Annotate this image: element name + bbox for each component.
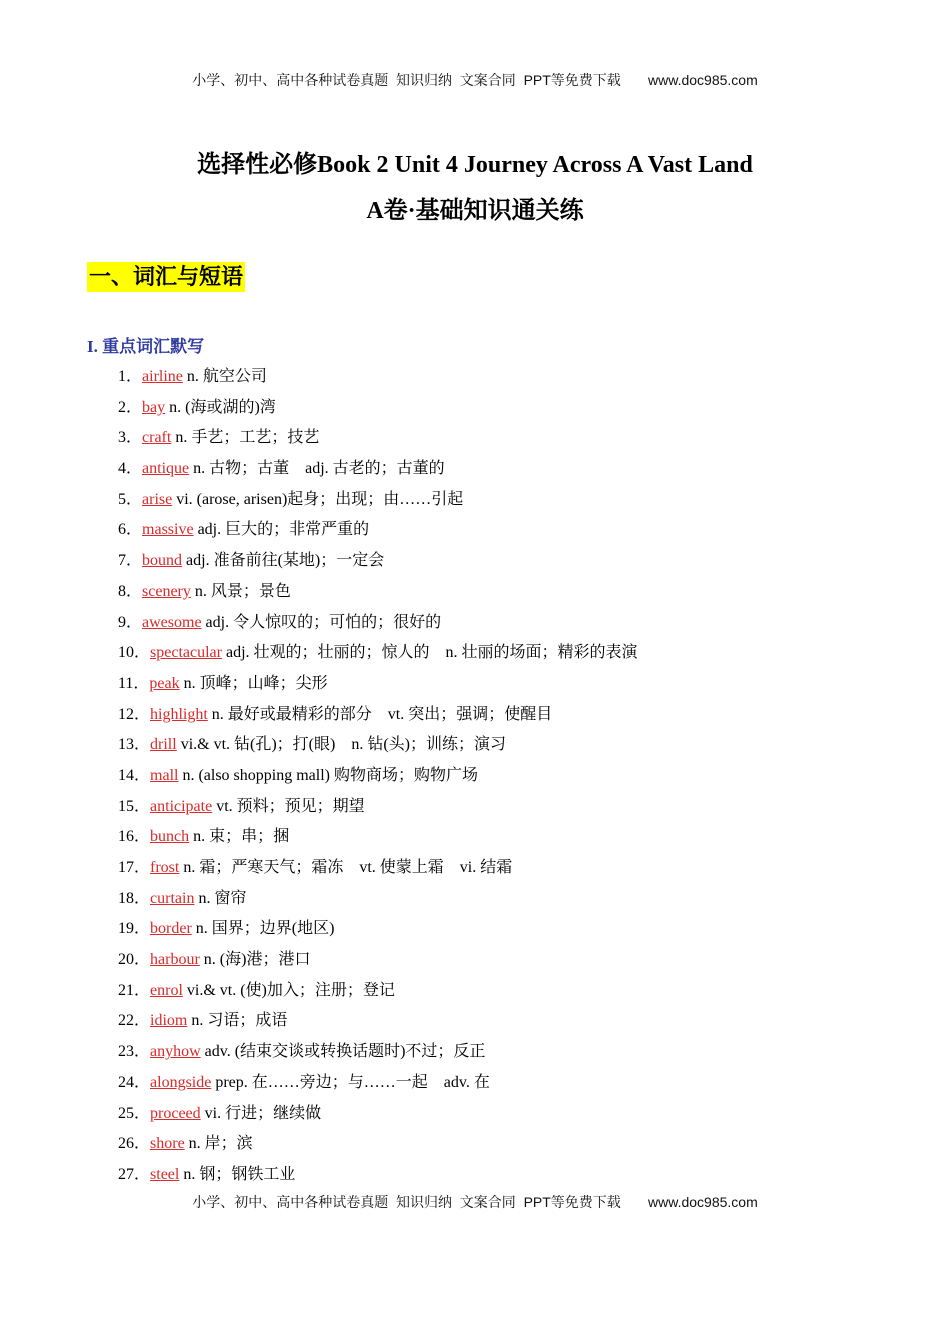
vocab-word: bound [142, 552, 183, 570]
vocab-item [118, 794, 878, 825]
vocab-item [118, 855, 878, 886]
vocab-word: harbour [150, 951, 200, 969]
vocab-item [118, 395, 878, 426]
vocab-number: 2． [118, 398, 143, 416]
vocab-list [118, 364, 878, 1193]
vocab-number: 5． [118, 490, 143, 508]
vocab-number: 24． [118, 1073, 151, 1091]
vocab-word: anticipate [150, 797, 213, 815]
vocab-item [118, 1162, 878, 1193]
vocab-number: 21． [118, 981, 151, 999]
vocab-number: 23． [118, 1043, 151, 1061]
vocab-item [118, 978, 878, 1009]
vocab-definition: adj. 令人惊叹的；可怕的；很好的 [205, 613, 442, 631]
vocab-definition: n. 古物；古董 adj. 古老的；古董的 [193, 460, 445, 478]
vocab-definition: vt. 预料；预见；期望 [216, 797, 365, 815]
vocab-word: massive [142, 521, 194, 539]
vocab-item [118, 640, 878, 671]
vocab-item [118, 732, 878, 763]
vocab-definition: vi.& vt. 钻(孔)；打(眼) n. 钻(头)；训练；演习 [180, 736, 506, 754]
vocab-item [118, 1039, 878, 1070]
vocab-number: 25． [118, 1104, 151, 1122]
vocab-definition: prep. 在……旁边；与……一起 adv. 在 [215, 1073, 490, 1091]
vocab-word: enrol [150, 981, 183, 999]
vocab-word: alongside [150, 1073, 212, 1091]
vocab-number: 22． [118, 1012, 151, 1030]
vocab-item [118, 610, 878, 641]
vocab-item [118, 579, 878, 610]
document-title: 选择性必修Book 2 Unit 4 Journey Across A Vast Land [197, 152, 753, 178]
vocab-number: 19． [118, 920, 151, 938]
vocab-number: 4． [118, 460, 143, 478]
vocab-word: antique [142, 460, 190, 478]
vocab-item [118, 671, 878, 702]
vocab-item [118, 1101, 878, 1132]
vocab-number: 3． [118, 429, 143, 447]
vocab-definition: adj. 准备前往(某地)；一定会 [186, 552, 385, 570]
vocab-number: 6． [118, 521, 143, 539]
vocab-word: shore [150, 1135, 185, 1153]
vocab-number: 7． [118, 552, 143, 570]
vocab-number: 14． [118, 766, 151, 784]
vocab-number: 16． [118, 828, 151, 846]
vocab-word: bay [142, 398, 166, 416]
vocab-definition: n. 航空公司 [186, 368, 267, 385]
vocab-number: 15． [118, 797, 151, 815]
vocab-word: drill [150, 736, 177, 754]
vocab-definition: adv. (结束交谈或转换话题时)不过；反正 [204, 1043, 486, 1061]
vocab-definition: n. (海或湖的)湾 [169, 398, 276, 416]
vocab-definition: n. 窗帘 [198, 889, 247, 907]
vocab-word: peak [149, 674, 180, 692]
vocab-word: curtain [150, 889, 195, 907]
vocab-definition: vi. 行进；继续做 [204, 1104, 322, 1122]
vocab-item [118, 1008, 878, 1039]
vocab-item [118, 947, 878, 978]
vocab-item [118, 517, 878, 548]
vocab-number: 12． [118, 705, 151, 723]
vocab-item [118, 548, 878, 579]
page-header: 小学、初中、高中各种试卷真题 知识归纳 文案合同 PPT等免费下载 www.doc985.com [192, 72, 758, 88]
vocab-word: mall [150, 766, 179, 784]
vocab-definition: n. 束；串；捆 [193, 828, 290, 846]
subsection-heading: I. 重点词汇默写 [87, 337, 205, 356]
vocab-definition: vi.& vt. (使)加入；注册；登记 [186, 981, 395, 999]
page-footer: 小学、初中、高中各种试卷真题 知识归纳 文案合同 PPT等免费下载 www.doc985.com [192, 1194, 758, 1210]
vocab-definition: adj. 巨大的；非常严重的 [197, 521, 370, 539]
vocab-word: scenery [142, 582, 191, 600]
vocab-item [118, 456, 878, 487]
vocab-definition: n. 国界；边界(地区) [195, 920, 335, 938]
vocab-item [118, 1131, 878, 1162]
vocab-item [118, 364, 878, 395]
vocab-number: 13． [118, 736, 151, 754]
vocab-definition: n. 最好或最精彩的部分 vt. 突出；强调；使醒目 [211, 705, 553, 723]
vocab-item [118, 886, 878, 917]
vocab-word: craft [142, 429, 172, 447]
vocab-number: 26． [118, 1135, 151, 1153]
vocab-number: 20． [118, 951, 151, 969]
vocab-number: 27． [118, 1165, 151, 1183]
vocab-item [118, 916, 878, 947]
vocab-item [118, 702, 878, 733]
vocab-number: 17． [118, 859, 151, 876]
vocab-word: frost [150, 859, 180, 876]
vocab-word: anyhow [150, 1043, 201, 1061]
vocab-definition: n. 霜；严寒天气；霜冻 vt. 使蒙上霜 vi. 结霜 [183, 859, 513, 876]
vocab-word: steel [150, 1165, 180, 1183]
vocab-definition: n. 习语；成语 [191, 1012, 288, 1030]
vocab-definition: n. 钢；钢铁工业 [183, 1165, 296, 1183]
section-heading: 一、词汇与短语 [87, 262, 245, 292]
vocab-item [118, 1070, 878, 1101]
vocab-word: airline [142, 368, 183, 385]
vocab-number: 9． [118, 613, 143, 631]
vocab-word: spectacular [150, 644, 222, 662]
vocab-word: proceed [150, 1104, 201, 1122]
vocab-definition: n. 岸；滨 [188, 1135, 253, 1153]
vocab-number: 1． [118, 368, 143, 385]
vocab-word: awesome [142, 613, 202, 631]
vocab-word: arise [142, 490, 173, 508]
vocab-word: highlight [150, 705, 208, 723]
vocab-number: 18． [118, 889, 151, 907]
vocab-number: 8． [118, 582, 143, 600]
vocab-definition: n. 风景；景色 [194, 582, 291, 600]
vocab-definition: n. 顶峰；山峰；尖形 [183, 674, 328, 692]
vocab-definition: n. 手艺；工艺；技艺 [175, 429, 320, 447]
vocab-definition: n. (海)港；港口 [203, 951, 311, 969]
vocab-word: idiom [150, 1012, 188, 1030]
vocab-number: 10． [118, 644, 151, 662]
vocab-definition: n. (also shopping mall) 购物商场；购物广场 [182, 766, 478, 784]
vocab-item [118, 763, 878, 794]
vocab-number: 11． [118, 674, 150, 692]
document-subtitle: A卷·基础知识通关练 [366, 198, 584, 224]
vocab-definition: adj. 壮观的；壮丽的；惊人的 n. 壮丽的场面；精彩的表演 [225, 644, 638, 662]
vocab-item [118, 425, 878, 456]
vocab-word: border [150, 920, 192, 938]
vocab-item [118, 487, 878, 518]
vocab-definition: vi. (arose, arisen)起身；出现；由……引起 [176, 490, 464, 508]
vocab-item [118, 824, 878, 855]
vocab-word: bunch [150, 828, 190, 846]
